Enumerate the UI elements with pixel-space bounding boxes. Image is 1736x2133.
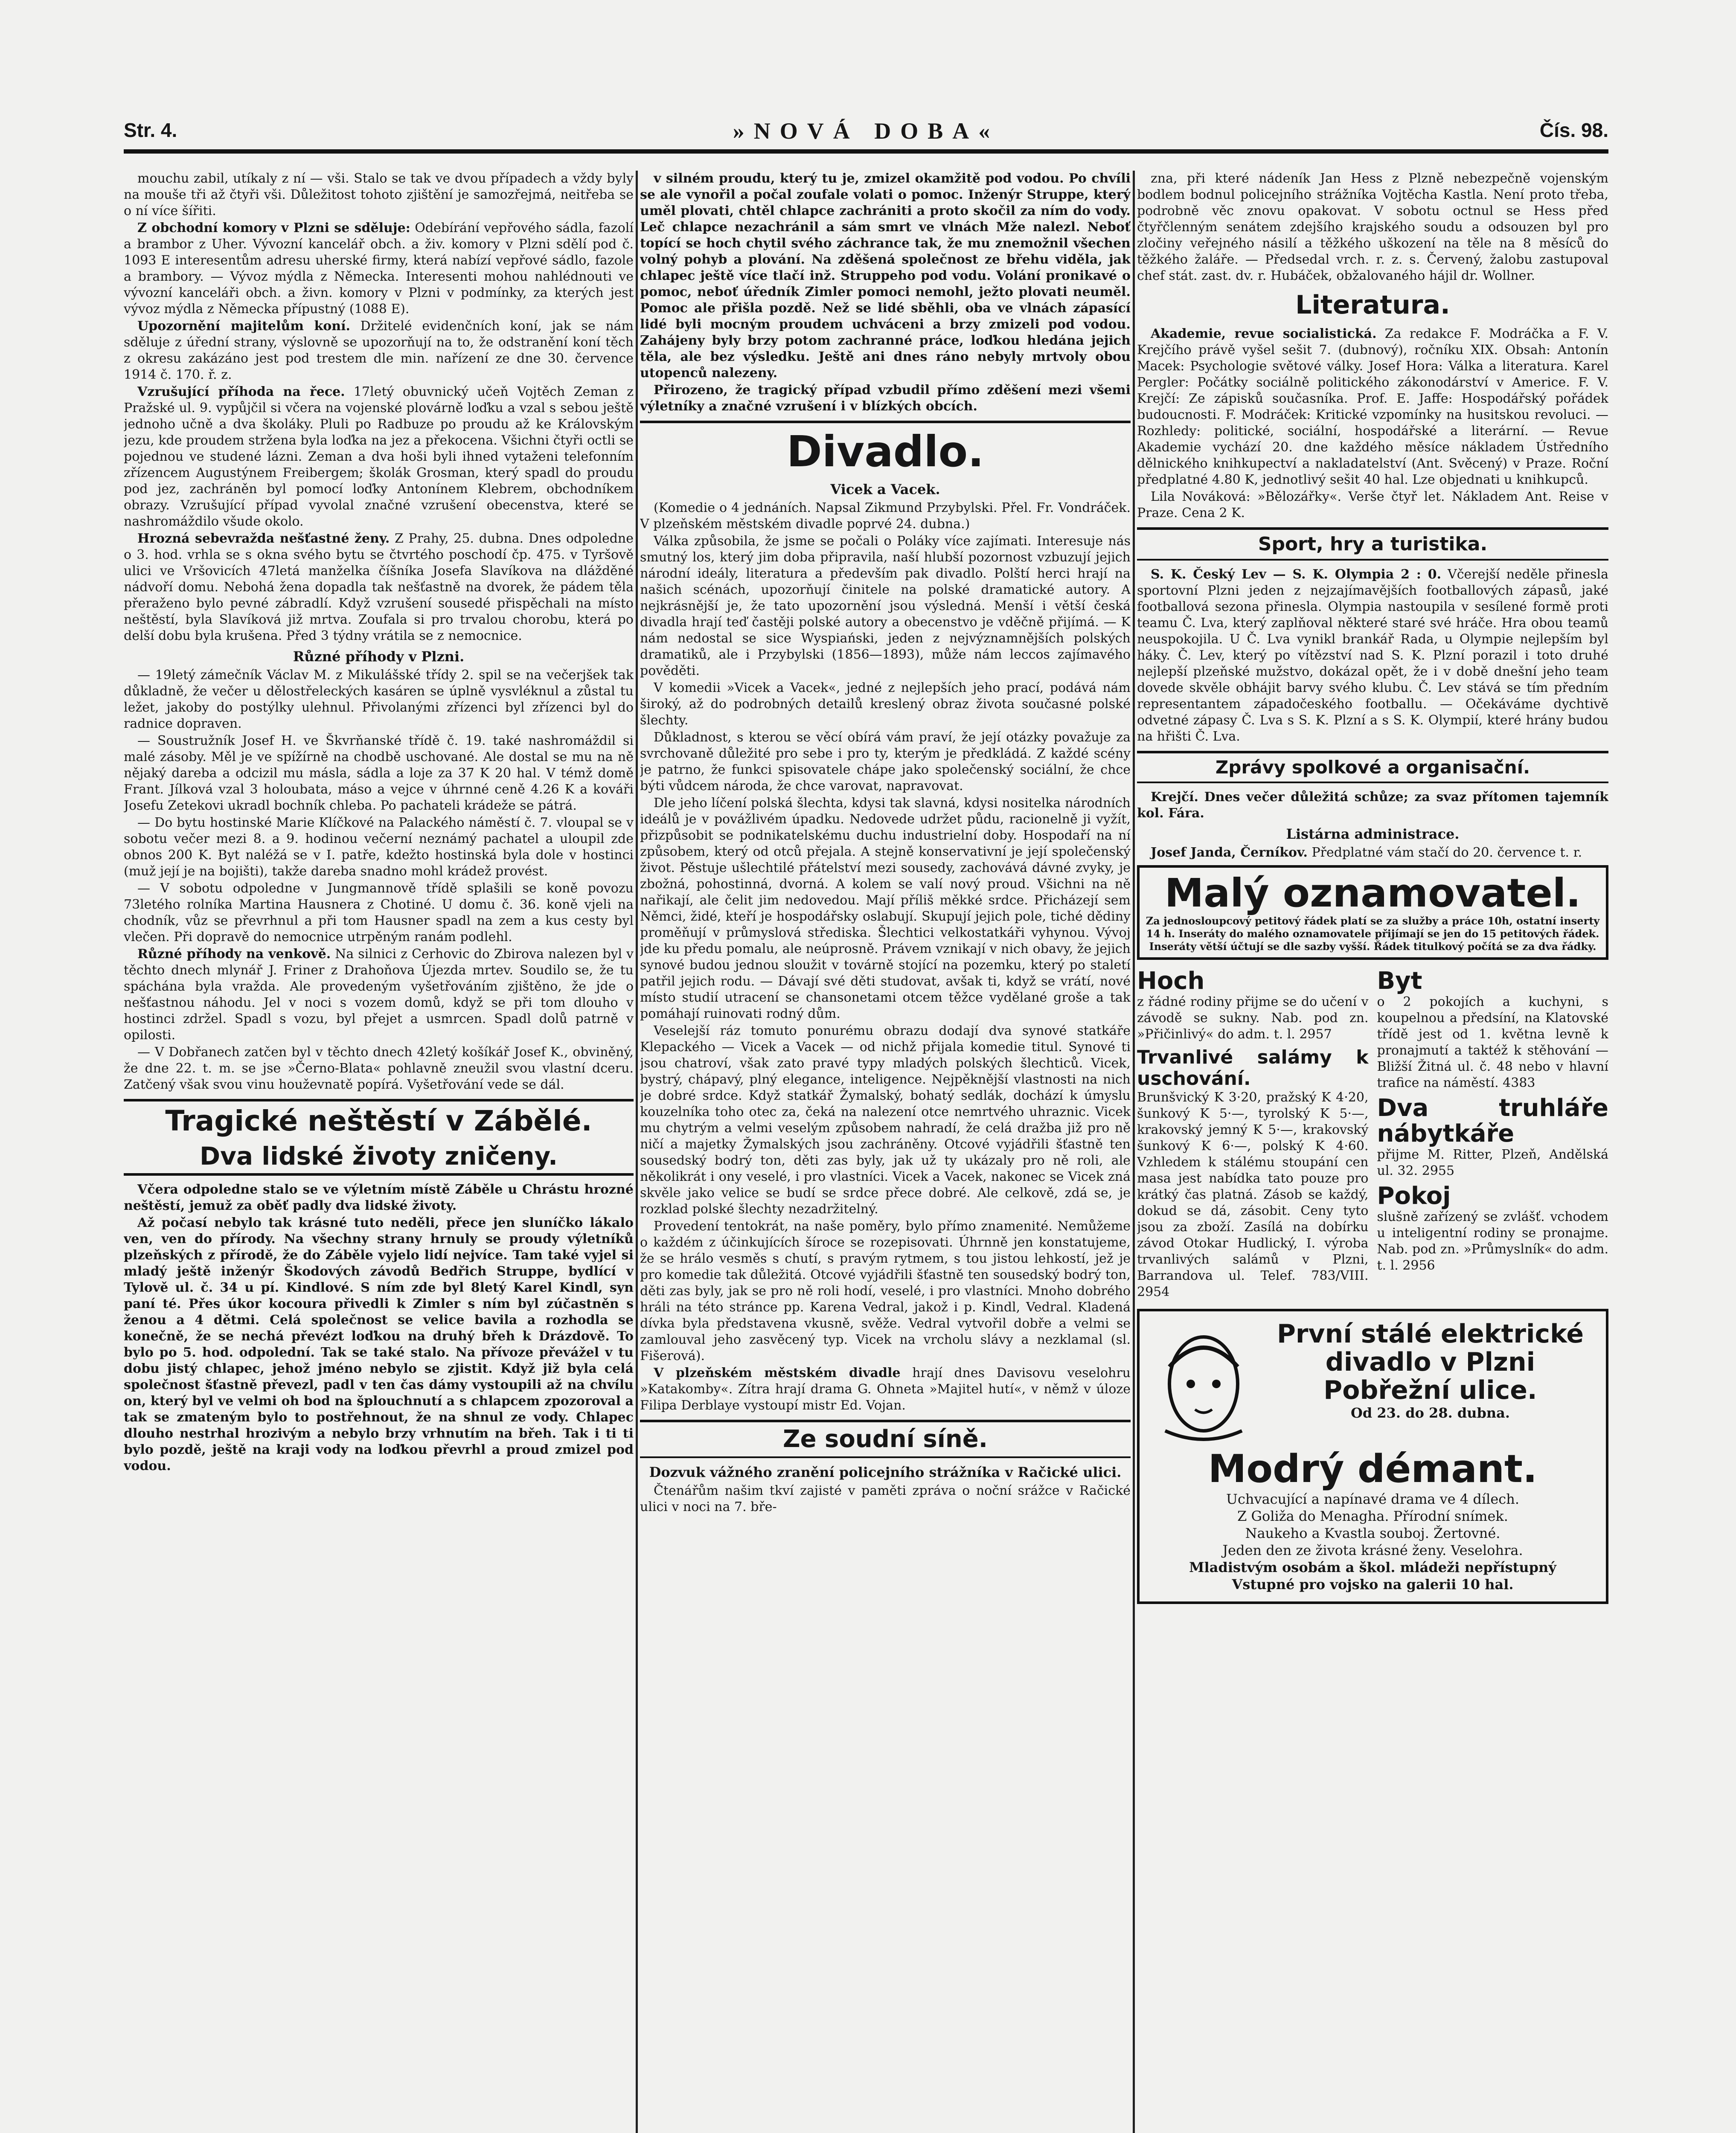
article-text: — 19letý zámečník Václav M. z Mikulášské třídy 2. spil se na večerjšek tak důkladně, že večer u dělostřeleckých kasáren se úplně vysvléknul a zůstal tu ležet, jakoby do postýlky ulehnul. Přivolanými zřízenci byl zřízenci byl do radnice dopraven. — [124, 668, 634, 731]
article-paragraph — [1137, 845, 1608, 861]
ad-text: přijme M. Ritter, Plzeň, Andělská ul. 32. 2955 — [1377, 1147, 1608, 1178]
ad-title: Pokoj — [1377, 1182, 1451, 1210]
article-text: — V sobotu odpoledne v Jungmannově třídě splašili se koně povozu 73letého rolníka Martina Hausnera z Chotiné. U domu č. 36. koně vjeli na chodník, vůz se převrhnul a při tom Hausner spadl na zem a kus cesty byl vlečen. Při dopravě do nemocnice utrpěným ranám podlehl. — [124, 881, 634, 944]
headline-two-lives: Dva lidské životy zničeny. — [124, 1142, 634, 1176]
cinema-notice: Mladistvým osobám a škol. mládeži nepřístupný — [1189, 1559, 1556, 1575]
headline-court: Ze soudní síně. — [640, 1420, 1131, 1458]
ads-right — [1377, 964, 1609, 1300]
article-text: Dnes večer důležitá schůze; za svaz přítomen tajemník kol. Fára. — [1137, 790, 1608, 821]
article-text: Veselejší ráz tomuto ponurému obrazu dodají dva synové statkáře Klepackého — Vicek a Vacek — od nichž přijala komedie titul. Synové ti jsou chatroví, však zato pravé typy mladých polských šlechticů. Vicek, bystrý, chápavý, plný elegance, inteligence. Nejpěknější vlastnosti na nich je dobré srdce. Když statkář Žymalský, bohatý sedlák, dochází k úmyslu kouzelníka toho otec za, čeká na nalezení otce nemrtvého uhraznic. Vicek mu chytrým a velmi veselým způsobem nahradí, že celá dražba již pro ně ničí a majetky Žymalských jsou zachráněny. Otcové vyjádřili šťastně ten sousedský bodrý ton, děti zas byly, jak už ty ukázaly pro ně roli, ale několikrát i ony veselé, i pro vlastníci. Vicek a Vacek, nakonec se Vicek zná skvěle jako velice se budí se srdce přece dobré. Ale celkově, zdá se, je rozklad polské šlechty nezadržitelný. — [640, 1023, 1131, 1217]
headline-associations: Zprávy spolkové a organisační. — [1137, 751, 1608, 783]
subheading: Listárna administrace. — [1286, 826, 1460, 842]
article-lead: Z obchodní komory v Plzni se sděluje: — [137, 221, 410, 235]
subheading: Vicek a Vacek. — [830, 481, 940, 497]
ad-text: slušně zařízený se zvlášť. vchodem u inteligentní rodiny se pronajme. Nab. pod zn. »Průmyslník« do adm. t. l. 2956 — [1377, 1209, 1608, 1273]
article-text: Z Prahy, 25. dubna. Dnes odpoledne o 3. hod. vrhla se s okna svého bytu se čtvrtého poschodí čp. 475. v Tyršově ulici ve Vršovicích 47letá manželka číšníka Josefa Slavíkova na dlážděné nádvoří domu. Nebohá žena dopadla tak nešťastně na dvorek, že pádem těla přeraženo bylo pevné zábradlí. Když vzrušení sousedé přispěchali na místo neštěstí, byla Slavíková již mrtva. Zoufala si pro trvalou chorobu, která po delší dobu byla krušena. Před 3 týdny vrátila se z nemocnice. — [124, 531, 634, 643]
page-header — [124, 115, 1608, 154]
cinema-name: První stálé elektrické divadlo v Plzni Pobřežní ulice. — [1277, 1319, 1584, 1405]
article-paragraph — [640, 1365, 1131, 1414]
article-text: — Do bytu hostinské Marie Klíčkové na Palackého náměstí č. 7. vloupal se v sobotu večer mezi 8. a 9. hodinou večerní neznámý pachatel a uloupil zde obnos 200 K. Byt naléžá se v I. patře, kdežto hostinská byla dole v hostinci (muž její je na bojišti), takže dareba snadno mohl krádež provést. — [124, 815, 634, 879]
article-text: Včerejší neděle přinesla sportovní Plzni jeden z nejzajímavějších footballových zápasů, jaké footballová sezona přinesla. Olympia nastoupila v sesílené formě proti teamu Č. Lva, který zaplňoval některé staré své hráče. Hra obou teamů neuspokojila. U Č. Lva vynikl brankář Rada, u Olympie nejlepším byl háky. Č. Lev, který po vítězství nad S. K. Plzní porazil i toto druhé nejlepší plzeňské mužstvo, dokázal opět, že i v době dnešní jeho team dovede skvěle obhájit barvy svého klubu. Č. Lev stává se tím předním representantem západočeského footballu. — Očekáváme dychtivě odvetné zápasy Č. Lva s S. K. Plzní a s S. K. Olympií, které hrány budou na hřišti Č. Lva. — [1137, 567, 1608, 744]
article-paragraph — [124, 531, 634, 644]
article-text: Odebírání vepřového sádla, fazolí a brambor z Uher. Vývozní kancelář obch. a živ. komory v Plzni sdělí pod č. 1093 E interesentům adresu uherské firmy, která nabízí vepřové sádlo, fazole a brambory. — Vývoz mýdla z Německa. Interesenti mohou nahlédnouti ve vývozní kanceláři obch. a živn. komory v Plzni v podmínky, za kterých jest vývoz mýdla z Německa přípustný (1088 E). — [124, 221, 634, 317]
article-lead: Krejčí. — [1151, 790, 1198, 805]
article-lead: V plzeňském městském divadle — [654, 1366, 901, 1380]
article-text: Držitelé evidenčních koní, jak se nám sděluje z úřední strany, výslovně se upozorňují na to, že odstranění koní těch z okresu zakázáno jest pod trestem dle min. nařízení ze dne 30. července 1914 č. 170. ř. z. — [124, 319, 634, 382]
article-text: hrají dnes Davisovu veselohru »Katakomby«. Zítra hrají drama G. Ohneta »Majitel hutí«, v němž v úloze Filipa Derblaye vystoupí mistr Ed. Vojan. — [640, 1366, 1131, 1413]
program-item: Z Goliža do Menagha. Přírodní snímek. — [1237, 1508, 1508, 1524]
article-paragraph — [124, 384, 634, 530]
classified-ads — [1137, 964, 1608, 1300]
cinema-dates: Od 23. do 28. dubna. — [1350, 1405, 1510, 1421]
headline-sport: Sport, hry a turistika. — [1137, 527, 1608, 561]
article-text: — Soustružník Josef H. ve Škvrňanské třídě č. 19. také nashromáždil si malé zásoby. Měl je ve spížírně na chodbě uschované. Ale dostal se mu na ně nějaký dareba a odcizil mu másla, sádla a loje za 37 K 20 hal. V témž domě Frant. Jílková vzal 3 holoubata, máso a vejce v úhrnné ceně 4.26 K a kováři Josefu Zetekovi ukradl bochník chleba. Po pachateli krádeže se pátrá. — [124, 733, 634, 813]
classifieds-rates: Za jednosloupcový petitový řádek platí se za služby a práce 10h, ostatní inserty 14 h. Inseráty do malého oznamovatele přijímají se jen do 15 petitových řádek. Inseráty větší účtují se dle sazby vyšší. Řádek titulkový počítá se za dva řádky. — [1146, 915, 1600, 953]
column-3 — [1137, 171, 1608, 2133]
article-text: Na silnici z Cerhovic do Zbirova nalezen byl v těchto dnech mlynář J. Friner z Drahoňova Újezda mrtev. Soudilo se, že tu spáchána byla vražda. Ale provedeným vyšetřováním zjištěno, že jde o nešťastnou náhodu. Jel v noci s vozem domů, když se při tom dlouho v hostinci zdržel. Spadl s vozu, byl přejet a usmrcen. Spadl dolů patrně v opilosti. — [124, 947, 634, 1043]
article-text: Za redakce F. Modráčka a F. V. Krejčího právě vyšel sešit 7. (dubnový), ročníku XIX. Obsah: Antonín Macek: Psychologie světové války. Josef Hora: Válka a literatura. Karel Pergler: Počátky sociálně politického zákonodárství v Americe. F. V. Krejčí: Ze zápisků současníka. Prof. E. Jaffe: Hospodářský pořádek budoucnosti. F. Modráček: Kritické vzpomínky na husitskou revoluci. — Rozhledy: politické, sociální, hospodářské a literární. — Revue Akademie vychází 20. dne každého měsíce nákladem Ústředního dělnického knihkupectví a nakladatelství (Ant. Svěcený) v Praze. Roční předplatné 4.80 K, jednotlivý sešit 40 hal. Lze objednati u knihkupců. — [1137, 326, 1608, 487]
article-text: zna, při které nádeník Jan Hess z Plzně nebezpečně vojenským bodlem bodnul policejního strážníka Vojtěcha Kastla. Není proto třeba, podrobně věc znovu opakovat. V sobotu octnul se Hess před čtyřčlenným senátem zdejšího krajského soudu a odsouzen byl pro zločiny veřejného násilí a těžkého uškození na těle na 8 měsíců do těžkého žaláře. — Předsedal vrch. r. z. s. Červený, žalobu zastupoval chef stát. zast. dv. r. Hubáček, obžalovaného hájil dr. Wollner. — [1137, 171, 1608, 283]
article-text: (Komedie o 4 jednáních. Napsal Zikmund Przybylski. Přel. Fr. Vondráček. V plzeňském městském divadle poprvé 24. dubna.) — [640, 500, 1131, 532]
article-text: Přirozeno, že tragický případ vzbudil přímo zděšení mezi všemi výletníky a značné vzrušení i v blízkých obcích. — [640, 383, 1131, 414]
article-text: Válka způsobila, že jsme se počali o Poláky více zajímati. Interesuje nás smutný los, který jim doba připravila, naší hlubší pozornost vzbuzují jejich národní ideály, literatura a především pak divadlo. Polští herci hrají na našich scénách, upozorňují činitele na polské dramatické autory. A nejkrásnější je, že tato upozornění jsou výsledná. Menší i větší česká divadla hrají teď častěji polské autory a obecenstvo je vděčně přijímá. — K nám nedostal se sice Wyspiański, jeden z nejvýznamnějších polských dramatiků, ale i Przybylski (1856—1893), může nám leccos zajímavého pověděti. — [640, 534, 1131, 678]
art-nouveau-face-icon — [1148, 1320, 1259, 1448]
subheading: Různé příhody v Plzni. — [293, 648, 465, 665]
article-text: Včera odpoledne stalo se ve výletním místě Záběle u Chrástu hrozné neštěstí, jemuž za oběť padly dva lidské životy. — [124, 1182, 634, 1213]
article-text: mouchu zabil, utíkaly z ní — vši. Stalo se tak ve dvou případech a vždy byly na mouše tři až čtyři vši. Důležitost tohoto zjištění je samozřejmá, neitřeba se o ní více šířiti. — [124, 171, 634, 218]
cinema-advert — [1137, 1309, 1608, 1604]
column-2 — [640, 171, 1131, 2133]
article-text: V komedii »Vicek a Vacek«, jedné z nejlepších jeho prací, podává nám široký, až do podrobných detailů kreslený obraz života současné polské šlechty. — [640, 680, 1131, 728]
classifieds-title: Malý oznamovatel. — [1164, 870, 1581, 916]
article-text: Provedení tentokrát, na naše poměry, bylo přímo znamenité. Nemůžeme o každém z účinkujících šíroce se rozepisovati. Úhrnně jen konstatujeme, že se hrálo vesměs s chutí, s pravým rytmem, s tou jistou lehkostí, jež je pro komedie tak důležitá. Otcové vyjádřili šťastně ten sousedský bodrý ton, děti zas byly, jak se pro ně roli hodí, veselé, i pro vlastníci. Mnoho dobrého hráli na této stránce pp. Karena Vedral, jakož i p. Kindl, Vedral. Kladená dívka byla představena vkusně, svěže. Vedral vytvořil dobře a velmi se zamlouval jeho zasvěcený typ. Vicek na vrcholu slávy a nezklamal (sl. Fišerová). — [640, 1219, 1131, 1363]
ad-text: z řádné rodiny přijme se do učení v závodě se sukny. Nab. pod zn. »Přičinlivý« do adm. t. l. 2957 — [1137, 994, 1369, 1042]
subheading: Dozvuk vážného zranění policejního strážníka v Račické ulici. — [649, 1464, 1122, 1480]
article-lead: Josef Janda, Černíkov. — [1151, 845, 1308, 860]
article-paragraph — [1137, 567, 1608, 745]
column-divider — [1133, 171, 1135, 2133]
headline-literature: Literatura. — [1295, 290, 1450, 320]
classifieds-box — [1137, 865, 1608, 960]
cinema-notice: Vstupné pro vojsko na galerii 10 hal. — [1232, 1576, 1514, 1592]
newspaper-title: »NOVÁ DOBA« — [733, 118, 1000, 144]
ad-title: Dva truhláře nábytkáře — [1377, 1094, 1608, 1148]
article-text: 17letý obuvnický učeň Vojtěch Zeman z Pražské ul. 9. vypůjčil si včera na vojenské plovárně loďku a vzal s sebou ještě jednoho učně a dva školáky. Pluli po Radbuze po proudu až ke Královským jezu, kde proudem stržena byla loďka na jez a překocena. Všichni čtyři octli se pojednou ve studené lázni. Zeman a dva hoši byli ihned vytaženi telefonním zřízencem Augustýnem Freibergem; školák Grosman, který spadl do proudu pod jez, zachráněn byl pomocí loďky Antonínem Klebrem, obchodníkem obrazy. Vzrušující případ vyvolal značné vzrušení obecenstva, které se nashromáždilo všude okolo. — [124, 384, 634, 529]
film-description: Uchvacující a napínavé drama ve 4 dílech. — [1226, 1491, 1519, 1507]
column-1 — [124, 171, 634, 2133]
article-text: Předplatné vám stačí do 20. července t. r. — [1311, 845, 1582, 860]
article-text: Důkladnost, s kterou se věcí obírá vám praví, že její otázky považuje za svrchovaně důležité pro sebe i pro ty, kterým je předkládá. Z každé scény je patrno, že funkci spisovatele chápe jako společenský sociální, že chce býti vůdcem národa, že chce varovat, napravovat. — [640, 730, 1131, 793]
article-lead: S. K. Český Lev — S. K. Olympia 2 : 0. — [1151, 567, 1442, 582]
article-lead: Upozornění majitelům koní. — [137, 319, 350, 334]
article-lead: Akademie, revue socialistická. — [1151, 326, 1377, 341]
ad-title: Trvanlivé salámy k uschování. — [1137, 1046, 1369, 1090]
article-lead: Hrozná sebevražda nešťastné ženy. — [137, 531, 390, 546]
program-item: Jeden den ze života krásné ženy. Veselohra. — [1222, 1542, 1523, 1558]
page-number: Str. 4. — [124, 119, 177, 141]
article-paragraph — [1137, 789, 1608, 822]
ad-text: o 2 pokojích a kuchyni, s koupelnou a předsíní, na Klatovské třídě jest od 1. května levně k pronajmutí a taktéž k stěhování — Bližší Žitná ul. č. 48 nebo v hlavní trafice na náměstí. 4383 — [1377, 994, 1608, 1090]
ad-title: Hoch — [1137, 967, 1205, 995]
article-text: Lila Nováková: »Bělozářky«. Verše čtyř let. Nákladem Ant. Reise v Praze. Cena 2 K. — [1137, 489, 1608, 520]
article-text: v silném proudu, který tu je, zmizel okamžitě pod vodou. Po chvíli se ale vynořil a počal zoufale volati o pomoc. Inženýr Struppe, který uměl plovati, chtěl chlapce zachrániti a proto skočil za ním do vody. Leč chlapce nezachránil a sám smrt ve vlnách Mže nalezl. Neboť topící se hoch chytil svého záchrance tak, že mu znemožnil všechen volný pohyb a plování. Na zděšená společnost ze břehu viděla, jak chlapec ještě více tlačí inž. Struppeho pod vodu. Volání pronikavé o pomoc, neboť úředník Zimler pomoci nemohl, ježto plovati neuměl. Pomoc ale přišla pozdě. Než se lidé sběhli, oba ve vlnách zápasící lidé byli mocným proudem uchváceni a brzy zmizeli pod vodou. Zahájeny byly brzy potom zachranné práce, loďkou hledána jejich těla, ale bez výsledku. Ještě ani dnes ráno nebyly mrtvoly obou utopenců nalezeny. — [640, 171, 1131, 381]
film-title: Modrý démant. — [1208, 1447, 1538, 1491]
ads-left — [1137, 964, 1369, 1300]
headline-tragic-accident: Tragické neštěstí v Zábělé. — [124, 1099, 634, 1136]
issue-number: Čís. 98. — [1539, 119, 1608, 141]
ad-text: Brunšvický K 3·20, pražský K 4·20, šunkový K 5·—, tyrolský K 5·—, krakovský jemný K 5·—, krakovský šunkový K 6·—, polský K 4·60. Vzhledem k stálému stoupání cen masa jest nabídka tato pouze pro krátký čas platná. Zásob se každý, dokud se dá, zásobit. Ceny tyto jsou za zboží. Zasílá na dobírku závod Otokar Hudlický, I. výroba trvanlivých salámů v Plzni, Barrandova ul. Telef. 783/VIII. 2954 — [1137, 1090, 1369, 1299]
article-paragraph — [124, 946, 634, 1043]
article-paragraph — [124, 318, 634, 383]
headline-theatre: Divadlo. — [640, 421, 1131, 475]
article-text: Čtenářům našim tkví zajisté v paměti zpráva o noční srážce v Račické ulici v noci na 7. bře- — [640, 1483, 1131, 1514]
article-lead: Vzrušující příhoda na řece. — [137, 384, 345, 399]
article-lead: Různé příhody na venkově. — [137, 947, 331, 962]
program-item: Naukeho a Kvastla souboj. Žertovné. — [1245, 1525, 1500, 1541]
article-text: Dle jeho líčení polská šlechta, kdysi tak slavná, kdysi nositelka národních ideálů je v povážlivém úpadku. Nedovede udržet půdu, racionelně ji vyžít, přizpůsobit se podnikatelskému duchu industrielní doby. Hospodaří na ní způsobem, který od otců přejala. A stejně konservativní je její společenský život. Pěstuje ušlechtilé přátelství mezi sousedy, zachovává dávné zvyky, je zbožná, pohostinná, dvorná. A kolem se valí nový proud. Všichni na ně nařikají, ale čelit jim nedovedou. Mají příliš měkké srdce. Přicházejí sem Němci, židé, kteří je hospodářsky oslabují. Skupují jejich pole, tiché dědiny proměňují v průmyslová střediska. Šlechtici velkostatkáři vyhynou. Vývoj jde ku předu pomalu, ale neúprosně. Právem vznikají v nich obavy, že jejich synové budou jednou sloužit v továrně stojící na pozemku, který po staletí patřil jejich rodu. — Dávají své děti studovat, avšak ti, když se vrátí, nové místo studií utracení se chansonetami otcem těžce vydělané groše a tak pomáhají ruinovati rodný dům. — [640, 796, 1131, 1021]
article-paragraph — [124, 220, 634, 317]
ad-title: Byt — [1377, 967, 1422, 995]
article-text: Až počasí nebylo tak krásné tuto neděli, přece jen sluníčko lákalo ven, ven do přírody. Na všechny strany hrnuly se proudy výletníků plzeňských z přírodě, že do Záběle vyjelo lidí nejvíce. Tam také vyjel si mladý ještě inženýr Škodových závodů Bedřich Struppe, bydlící v Tylově ul. č. 34 u pí. Kindlové. S ním zde byl 8letý Karel Kindl, syn paní té. Přes úkor kocoura přivedli k Zimler s ním byl zúčastněn s ženou a 4 dětmi. Celá společnost se velice bavila a rozhodla se konečně, že se nechá převézt loďkou na druhý břeh k Drázdově. To bylo po 5. hod. odpolední. Tak se také stalo. Na přívoze převážel v tu dobu jistý chlapec, jehož jméno nebylo se zjistit. Když již byla celá společnost šťastně převezl, padl v ten čas dámy vystoupili až na chvílu on, který byl ve velmi oh bod na šplouchnutí a s chlapcem zpozoroval a tak se zmateným bylo to postřehnout, že na shnul ze vody. Chlapec dlouho nestrhal hrozivým a nebylo brzy vrhnutím na břeh. Tak i ti ti bylo pozdě, ještě na kraji vody na loďkou převrhl a proud zmizel pod vodou. — [124, 1215, 634, 1473]
article-text: — V Dobřanech zatčen byl v těchto dnech 42letý košíkář Josef K., obviněný, že dne 22. t. m. se jse »Černo-Blata« pohlavně zneužil svou vlastní dceru. Zatčený však svou vinu houževnatě popírá. Vyšetřování vede se dál. — [124, 1045, 634, 1092]
column-divider — [636, 171, 638, 2133]
article-paragraph — [1137, 326, 1608, 488]
